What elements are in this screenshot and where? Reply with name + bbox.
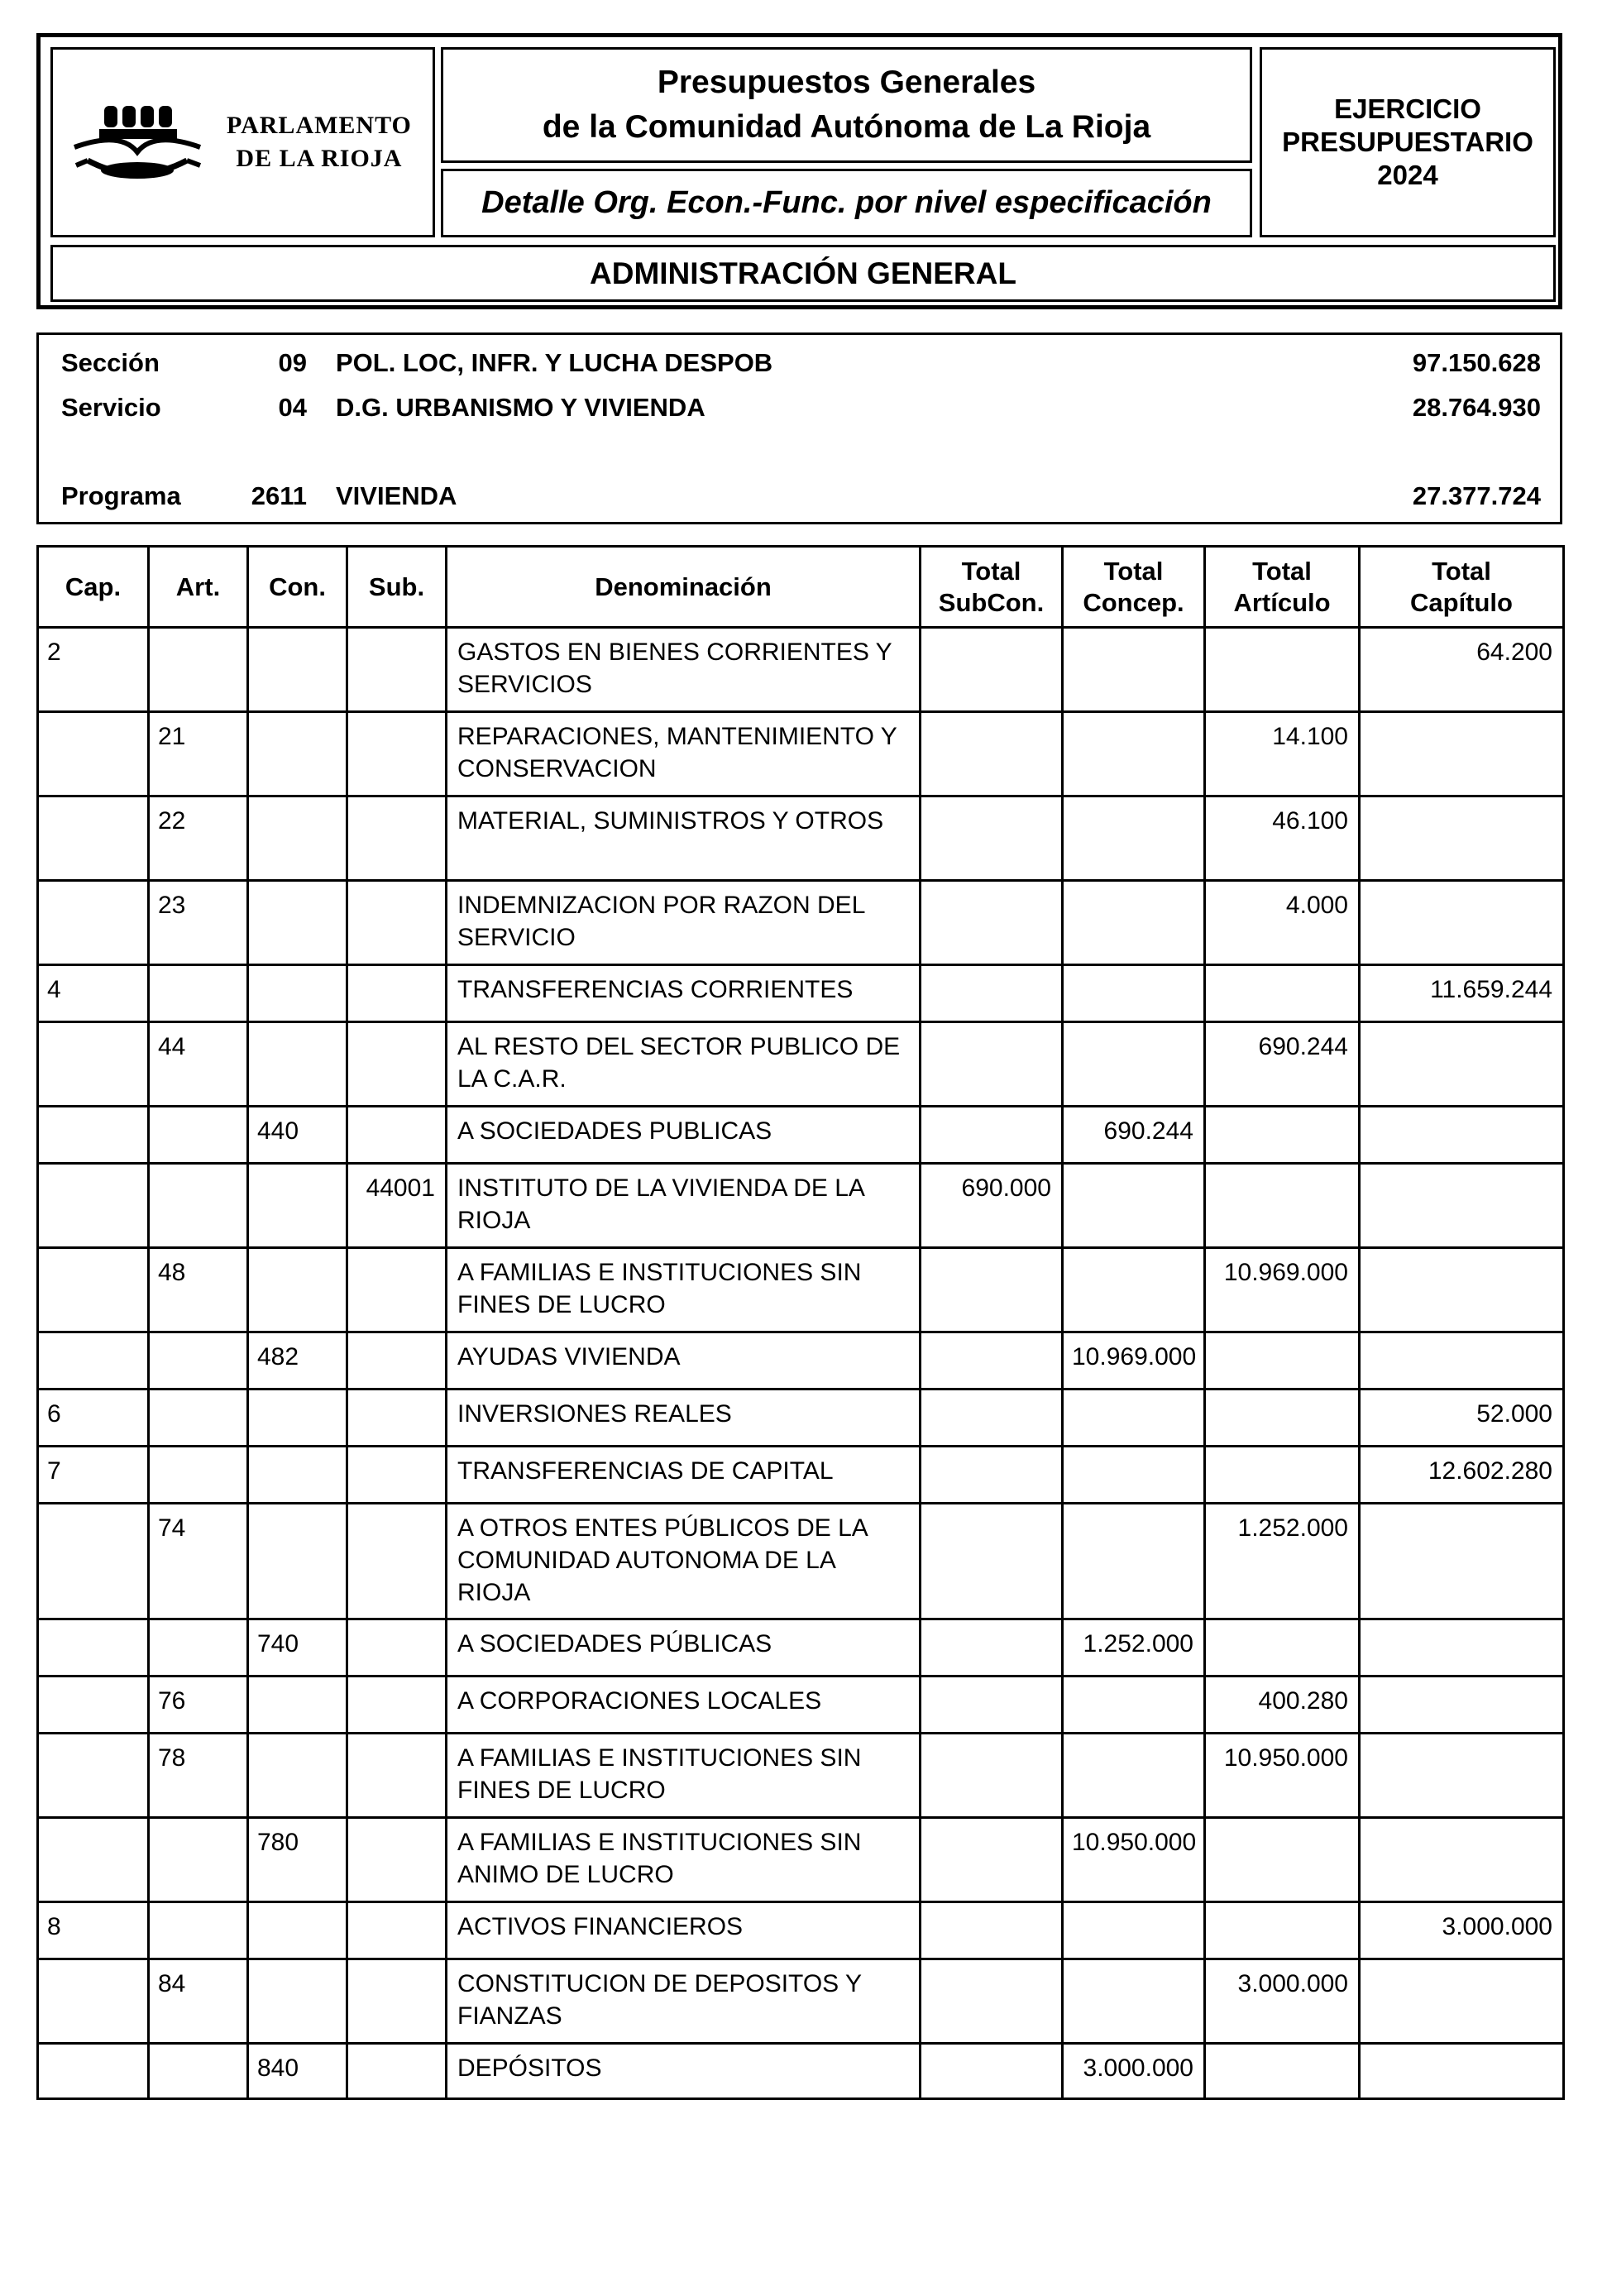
- cell-total-concep: [1063, 712, 1205, 796]
- cell-total-concep: 10.969.000: [1063, 1332, 1205, 1390]
- cell-total-capitulo: [1360, 1164, 1564, 1248]
- programa-code: 2611: [251, 481, 307, 510]
- cell-total-articulo: 4.000: [1205, 881, 1360, 965]
- cell-total-concep: [1063, 1390, 1205, 1447]
- cell-con: [248, 1022, 347, 1107]
- col-header-con: Con.: [248, 547, 347, 628]
- cell-cap: [38, 1818, 149, 1902]
- cell-art: 78: [149, 1734, 248, 1818]
- logo-panel: [50, 47, 435, 237]
- cell-sub: [347, 1447, 447, 1504]
- table-row: [38, 1902, 1564, 1959]
- cell-total-articulo: 1.252.000: [1205, 1504, 1360, 1619]
- cell-total-capitulo: [1360, 881, 1564, 965]
- cell-total-concep: [1063, 1677, 1205, 1734]
- table-row: [38, 796, 1564, 881]
- logo-text-line2: DE LA RIOJA: [236, 145, 403, 172]
- cell-denominacion: DEPÓSITOS: [447, 2044, 921, 2099]
- seccion-code: 09: [278, 348, 307, 377]
- cell-total-capitulo: [1360, 1332, 1564, 1390]
- seccion-row: [39, 348, 1560, 381]
- cell-con: [248, 1677, 347, 1734]
- cell-cap: [38, 1107, 149, 1164]
- cell-total-concep: [1063, 965, 1205, 1022]
- logo-wordmark: [227, 109, 412, 175]
- cell-total-subcon: [921, 1902, 1063, 1959]
- cell-total-articulo: 14.100: [1205, 712, 1360, 796]
- parliament-logo-icon: [71, 89, 220, 197]
- cell-con: 780: [248, 1818, 347, 1902]
- col-header-total-capitulo-line2: Capítulo: [1410, 587, 1513, 617]
- cell-total-subcon: [921, 1619, 1063, 1677]
- cell-total-subcon: [921, 1677, 1063, 1734]
- cell-art: [149, 1107, 248, 1164]
- table-row: [38, 1734, 1564, 1818]
- cell-total-subcon: [921, 1959, 1063, 2044]
- cell-total-capitulo: 12.602.280: [1360, 1447, 1564, 1504]
- programa-name: VIVIENDA: [336, 481, 457, 510]
- col-header-total-capitulo-line1: Total: [1432, 556, 1491, 586]
- table-row: [38, 1447, 1564, 1504]
- cell-sub: [347, 628, 447, 712]
- servicio-label: Servicio: [61, 393, 161, 422]
- cell-cap: 6: [38, 1390, 149, 1447]
- seccion-amount: 97.150.628: [1412, 348, 1541, 377]
- cell-total-subcon: [921, 1248, 1063, 1332]
- col-header-total-subcon-line2: SubCon.: [938, 587, 1045, 617]
- programa-amount: 27.377.724: [1412, 481, 1541, 510]
- table-row: [38, 1619, 1564, 1677]
- cell-total-capitulo: [1360, 1022, 1564, 1107]
- cell-sub: [347, 1504, 447, 1619]
- cell-sub: [347, 796, 447, 881]
- table-row: [38, 2044, 1564, 2099]
- cell-sub: [347, 965, 447, 1022]
- cell-sub: [347, 712, 447, 796]
- cell-total-capitulo: [1360, 1107, 1564, 1164]
- col-header-total-concep-line1: Total: [1103, 556, 1164, 586]
- year-line1: EJERCICIO: [1334, 93, 1481, 124]
- cell-sub: 44001: [347, 1164, 447, 1248]
- cell-total-subcon: [921, 1022, 1063, 1107]
- cell-con: 482: [248, 1332, 347, 1390]
- cell-con: [248, 1248, 347, 1332]
- cell-cap: [38, 796, 149, 881]
- cell-art: 44: [149, 1022, 248, 1107]
- seccion-name: POL. LOC, INFR. Y LUCHA DESPOB: [336, 348, 773, 377]
- cell-total-concep: [1063, 1447, 1205, 1504]
- table-row: [38, 1390, 1564, 1447]
- title-line1: Presupuestos Generales: [657, 65, 1036, 100]
- cell-total-articulo: [1205, 628, 1360, 712]
- cell-con: 840: [248, 2044, 347, 2099]
- table-row: [38, 881, 1564, 965]
- cell-denominacion: ACTIVOS FINANCIEROS: [447, 1902, 921, 1959]
- cell-sub: [347, 1390, 447, 1447]
- cell-total-articulo: [1205, 965, 1360, 1022]
- table-row: [38, 1959, 1564, 2044]
- cell-sub: [347, 1619, 447, 1677]
- cell-art: 23: [149, 881, 248, 965]
- cell-con: [248, 965, 347, 1022]
- cell-total-capitulo: [1360, 1959, 1564, 2044]
- cell-art: 76: [149, 1677, 248, 1734]
- cell-cap: [38, 1022, 149, 1107]
- cell-total-subcon: [921, 965, 1063, 1022]
- table-row: [38, 628, 1564, 712]
- cell-total-concep: 10.950.000: [1063, 1818, 1205, 1902]
- cell-total-articulo: 46.100: [1205, 796, 1360, 881]
- cell-total-capitulo: [1360, 796, 1564, 881]
- seccion-label: Sección: [61, 348, 160, 377]
- col-header-sub: Sub.: [347, 547, 447, 628]
- cell-denominacion: A SOCIEDADES PÚBLICAS: [447, 1619, 921, 1677]
- cell-cap: [38, 1248, 149, 1332]
- cell-denominacion: REPARACIONES, MANTENIMIENTO Y CONSERVACION: [447, 712, 921, 796]
- cell-denominacion: INSTITUTO DE LA VIVIENDA DE LA RIOJA: [447, 1164, 921, 1248]
- cell-art: [149, 1332, 248, 1390]
- servicio-amount: 28.764.930: [1412, 393, 1541, 422]
- cell-sub: [347, 1107, 447, 1164]
- cell-total-articulo: [1205, 1164, 1360, 1248]
- cell-cap: [38, 1504, 149, 1619]
- cell-denominacion: A FAMILIAS E INSTITUCIONES SIN FINES DE LUCRO: [447, 1248, 921, 1332]
- cell-con: [248, 1447, 347, 1504]
- col-header-denominacion: Denominación: [447, 547, 921, 628]
- cell-cap: [38, 1959, 149, 2044]
- subtitle-panel: [441, 169, 1252, 237]
- cell-total-capitulo: [1360, 1248, 1564, 1332]
- cell-sub: [347, 881, 447, 965]
- cell-art: [149, 1447, 248, 1504]
- cell-total-concep: [1063, 1959, 1205, 2044]
- document-header: [36, 33, 1562, 309]
- cell-cap: [38, 712, 149, 796]
- cell-total-subcon: [921, 796, 1063, 881]
- cell-con: [248, 796, 347, 881]
- cell-total-articulo: [1205, 1107, 1360, 1164]
- cell-total-capitulo: [1360, 1504, 1564, 1619]
- cell-denominacion: A SOCIEDADES PUBLICAS: [447, 1107, 921, 1164]
- cell-sub: [347, 1818, 447, 1902]
- cell-total-capitulo: [1360, 712, 1564, 796]
- cell-con: [248, 1390, 347, 1447]
- cell-denominacion: INDEMNIZACION POR RAZON DEL SERVICIO: [447, 881, 921, 965]
- col-header-total-articulo-line1: Total: [1252, 556, 1312, 586]
- table-row: [38, 1677, 1564, 1734]
- col-header-total-articulo: [1205, 547, 1360, 628]
- cell-art: [149, 1619, 248, 1677]
- cell-cap: 4: [38, 965, 149, 1022]
- cell-total-subcon: [921, 1818, 1063, 1902]
- col-header-total-concep: [1063, 547, 1205, 628]
- fiscal-year-panel: [1260, 47, 1556, 237]
- cell-total-articulo: 3.000.000: [1205, 1959, 1360, 2044]
- cell-total-subcon: [921, 1734, 1063, 1818]
- cell-total-capitulo: 52.000: [1360, 1390, 1564, 1447]
- table-row: [38, 1164, 1564, 1248]
- cell-total-capitulo: 64.200: [1360, 628, 1564, 712]
- cell-total-capitulo: [1360, 1734, 1564, 1818]
- col-header-total-articulo-line2: Artículo: [1233, 587, 1331, 617]
- cell-art: 48: [149, 1248, 248, 1332]
- cell-cap: [38, 1332, 149, 1390]
- servicio-code: 04: [278, 393, 307, 422]
- table-row: [38, 1022, 1564, 1107]
- cell-total-subcon: [921, 628, 1063, 712]
- servicio-row: [39, 393, 1560, 426]
- cell-denominacion: CONSTITUCION DE DEPOSITOS Y FIANZAS: [447, 1959, 921, 2044]
- cell-total-subcon: [921, 881, 1063, 965]
- cell-con: 440: [248, 1107, 347, 1164]
- cell-art: [149, 1902, 248, 1959]
- cell-total-subcon: [921, 1447, 1063, 1504]
- budget-info-block: [36, 332, 1562, 524]
- col-header-cap: Cap.: [38, 547, 149, 628]
- cell-cap: [38, 1164, 149, 1248]
- cell-total-concep: 3.000.000: [1063, 2044, 1205, 2099]
- cell-total-articulo: 400.280: [1205, 1677, 1360, 1734]
- programa-label: Programa: [61, 481, 181, 510]
- cell-art: [149, 1164, 248, 1248]
- cell-total-capitulo: [1360, 1619, 1564, 1677]
- administration-title: ADMINISTRACIÓN GENERAL: [590, 256, 1016, 290]
- cell-cap: 2: [38, 628, 149, 712]
- table-row: [38, 1504, 1564, 1619]
- cell-denominacion: GASTOS EN BIENES CORRIENTES Y SERVICIOS: [447, 628, 921, 712]
- cell-total-capitulo: 3.000.000: [1360, 1902, 1564, 1959]
- cell-cap: [38, 1734, 149, 1818]
- cell-denominacion: A FAMILIAS E INSTITUCIONES SIN FINES DE LUCRO: [447, 1734, 921, 1818]
- cell-con: [248, 1734, 347, 1818]
- cell-total-subcon: [921, 2044, 1063, 2099]
- col-header-total-subcon-line1: Total: [961, 556, 1021, 586]
- logo-text-line1: PARLAMENTO: [227, 112, 412, 139]
- cell-total-concep: [1063, 1022, 1205, 1107]
- cell-total-concep: 690.244: [1063, 1107, 1205, 1164]
- cell-cap: 7: [38, 1447, 149, 1504]
- cell-total-articulo: 10.950.000: [1205, 1734, 1360, 1818]
- table-row: [38, 965, 1564, 1022]
- col-header-total-concep-line2: Concep.: [1083, 587, 1184, 617]
- title-line2: de la Comunidad Autónoma de La Rioja: [542, 109, 1151, 145]
- cell-denominacion: A CORPORACIONES LOCALES: [447, 1677, 921, 1734]
- cell-sub: [347, 1022, 447, 1107]
- cell-total-articulo: [1205, 1447, 1360, 1504]
- cell-total-capitulo: [1360, 1818, 1564, 1902]
- cell-sub: [347, 1677, 447, 1734]
- cell-denominacion: A FAMILIAS E INSTITUCIONES SIN ANIMO DE LUCRO: [447, 1818, 921, 1902]
- cell-con: [248, 628, 347, 712]
- servicio-name: D.G. URBANISMO Y VIVIENDA: [336, 393, 705, 422]
- cell-total-capitulo: [1360, 2044, 1564, 2099]
- cell-art: [149, 2044, 248, 2099]
- cell-total-concep: [1063, 1504, 1205, 1619]
- budget-table: [36, 545, 1565, 2100]
- cell-con: 740: [248, 1619, 347, 1677]
- cell-art: 22: [149, 796, 248, 881]
- cell-con: [248, 1504, 347, 1619]
- cell-total-articulo: [1205, 2044, 1360, 2099]
- cell-cap: [38, 1619, 149, 1677]
- cell-sub: [347, 2044, 447, 2099]
- cell-total-concep: [1063, 1902, 1205, 1959]
- cell-total-subcon: 690.000: [921, 1164, 1063, 1248]
- cell-art: [149, 1818, 248, 1902]
- cell-total-capitulo: 11.659.244: [1360, 965, 1564, 1022]
- cell-cap: [38, 1677, 149, 1734]
- cell-denominacion: MATERIAL, SUMINISTROS Y OTROS: [447, 796, 921, 881]
- administration-panel: [50, 245, 1556, 302]
- cell-denominacion: INVERSIONES REALES: [447, 1390, 921, 1447]
- cell-sub: [347, 1959, 447, 2044]
- cell-sub: [347, 1248, 447, 1332]
- cell-total-concep: [1063, 628, 1205, 712]
- cell-sub: [347, 1332, 447, 1390]
- cell-total-articulo: 10.969.000: [1205, 1248, 1360, 1332]
- cell-total-articulo: [1205, 1390, 1360, 1447]
- table-row: [38, 1107, 1564, 1164]
- cell-art: [149, 1390, 248, 1447]
- cell-denominacion: AL RESTO DEL SECTOR PUBLICO DE LA C.A.R.: [447, 1022, 921, 1107]
- cell-total-articulo: [1205, 1332, 1360, 1390]
- cell-con: [248, 712, 347, 796]
- cell-total-capitulo: [1360, 1677, 1564, 1734]
- cell-cap: 8: [38, 1902, 149, 1959]
- cell-denominacion: TRANSFERENCIAS DE CAPITAL: [447, 1447, 921, 1504]
- cell-total-subcon: [921, 1390, 1063, 1447]
- cell-art: [149, 965, 248, 1022]
- cell-total-concep: [1063, 1248, 1205, 1332]
- cell-total-subcon: [921, 1107, 1063, 1164]
- col-header-total-capitulo: [1360, 547, 1564, 628]
- cell-art: 74: [149, 1504, 248, 1619]
- year-value: 2024: [1377, 160, 1438, 190]
- cell-art: 84: [149, 1959, 248, 2044]
- cell-total-articulo: [1205, 1902, 1360, 1959]
- cell-con: [248, 1959, 347, 2044]
- cell-total-articulo: 690.244: [1205, 1022, 1360, 1107]
- year-line2: PRESUPUESTARIO: [1282, 127, 1533, 157]
- cell-total-subcon: [921, 1332, 1063, 1390]
- table-row: [38, 1818, 1564, 1902]
- cell-total-concep: [1063, 881, 1205, 965]
- cell-total-subcon: [921, 1504, 1063, 1619]
- table-header-row: [38, 547, 1564, 628]
- table-row: [38, 1248, 1564, 1332]
- cell-total-articulo: [1205, 1619, 1360, 1677]
- cell-sub: [347, 1734, 447, 1818]
- col-header-total-subcon: [921, 547, 1063, 628]
- cell-sub: [347, 1902, 447, 1959]
- cell-denominacion: AYUDAS VIVIENDA: [447, 1332, 921, 1390]
- cell-total-subcon: [921, 712, 1063, 796]
- cell-denominacion: A OTROS ENTES PÚBLICOS DE LA COMUNIDAD AUTONOMA DE LA RIOJA: [447, 1504, 921, 1619]
- col-header-art: Art.: [149, 547, 248, 628]
- cell-con: [248, 1902, 347, 1959]
- subtitle: Detalle Org. Econ.-Func. por nivel especificación: [481, 185, 1212, 220]
- cell-total-concep: [1063, 1164, 1205, 1248]
- table-row: [38, 1332, 1564, 1390]
- table-row: [38, 712, 1564, 796]
- cell-denominacion: TRANSFERENCIAS CORRIENTES: [447, 965, 921, 1022]
- cell-total-concep: [1063, 796, 1205, 881]
- programa-row: [39, 481, 1560, 514]
- cell-art: [149, 628, 248, 712]
- cell-con: [248, 1164, 347, 1248]
- cell-art: 21: [149, 712, 248, 796]
- cell-total-articulo: [1205, 1818, 1360, 1902]
- cell-total-concep: 1.252.000: [1063, 1619, 1205, 1677]
- cell-total-concep: [1063, 1734, 1205, 1818]
- title-panel: [441, 47, 1252, 163]
- cell-con: [248, 881, 347, 965]
- cell-cap: [38, 2044, 149, 2099]
- cell-cap: [38, 881, 149, 965]
